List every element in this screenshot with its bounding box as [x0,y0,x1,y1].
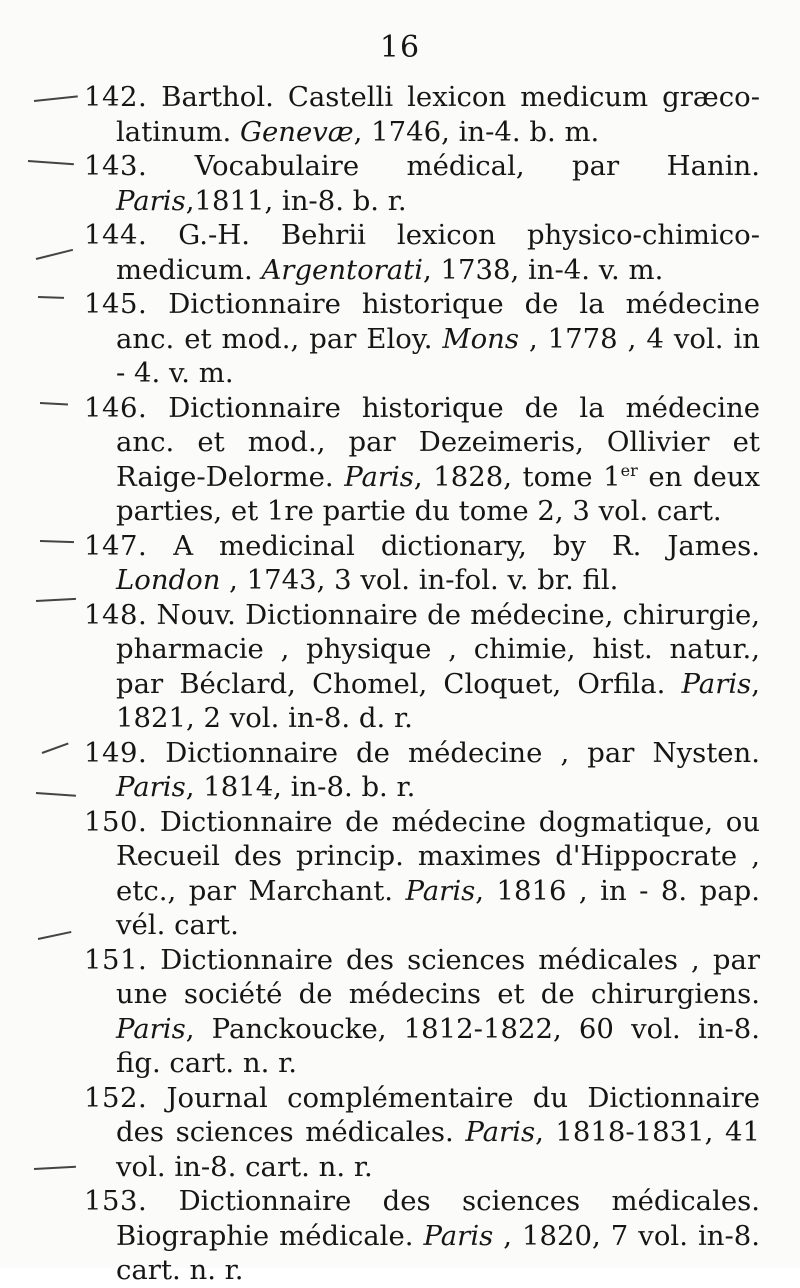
catalogue-entry: 143. Vocabulaire médical, par Hanin. Paris,1811, in-8. b. r. [84,150,760,217]
catalogue-entry: 146. Dictionnaire historique de la médecine anc. et mod., par Dezeimeris, Ollivier et Raige-Delorme. Paris, 1828, tome 1er en deux parties, et 1re partie du tome 2, 3 vol. cart. [84,391,760,527]
catalogue-entry: 145. Dictionnaire historique de la médecine anc. et mod., par Eloy. Mons , 1778 , 4 vol. in - 4. v. m. [84,288,760,389]
page-number: 16 [379,30,421,65]
catalogue-entry: 148. Nouv. Dictionnaire de médecine, chirurgie, pharmacie , physique , chimie, hist. natur., par Béclard, Chomel, Cloquet, Orfila. Paris, 1821, 2 vol. in-8. d. r. [84,598,760,734]
catalogue-entry: 152. Journal complémentaire du Dictionnaire des sciences médicales. Paris, 1818-1831, 41 vol. in-8. cart. n. r. [84,1081,760,1183]
catalogue-entry: 149. Dictionnaire de médecine , par Nysten. Paris, 1814, in-8. b. r. [84,736,760,803]
margin-mark [40,402,68,405]
margin-mark [36,249,73,260]
margin-mark [38,931,72,940]
catalogue-entry: 144. G.-H. Behrii lexicon physico-chimico-medicum. Argentorati, 1738, in-4. v. m. [84,219,760,286]
margin-mark [42,742,69,753]
margin-mark [36,598,76,602]
margin-mark [40,540,74,543]
catalogue-entry: 151. Dictionnaire des sciences médicales , par une société de médecins et de chirurgiens. Paris, Panckoucke, 1812-1822, 60 vol. in-8. fig. cart. n. r. [84,943,760,1079]
catalogue-entries [84,80,760,1288]
margin-mark [36,792,76,797]
margin-mark [34,1166,76,1170]
catalogue-entry: 150. Dictionnaire de médecine dogmatique, ou Recueil des princip. maximes d'Hippocrate , etc., par Marchant. Paris, 1816 , in - 8. pap. vél. cart. [84,805,760,941]
catalogue-entry: 153. Dictionnaire des sciences médicales. Biographie médicale. Paris , 1820, 7 vol. in-8. cart. n. r. [84,1185,760,1286]
margin-mark [38,296,64,299]
catalogue-entry: 147. A medicinal dictionary, by R. James. London , 1743, 3 vol. in-fol. v. br. fil. [84,529,760,596]
margin-mark [28,160,74,165]
catalogue-entry: 142. Barthol. Castelli lexicon medicum græco-latinum. Genevæ, 1746, in-4. b. m. [84,81,760,148]
margin-mark [34,95,78,102]
